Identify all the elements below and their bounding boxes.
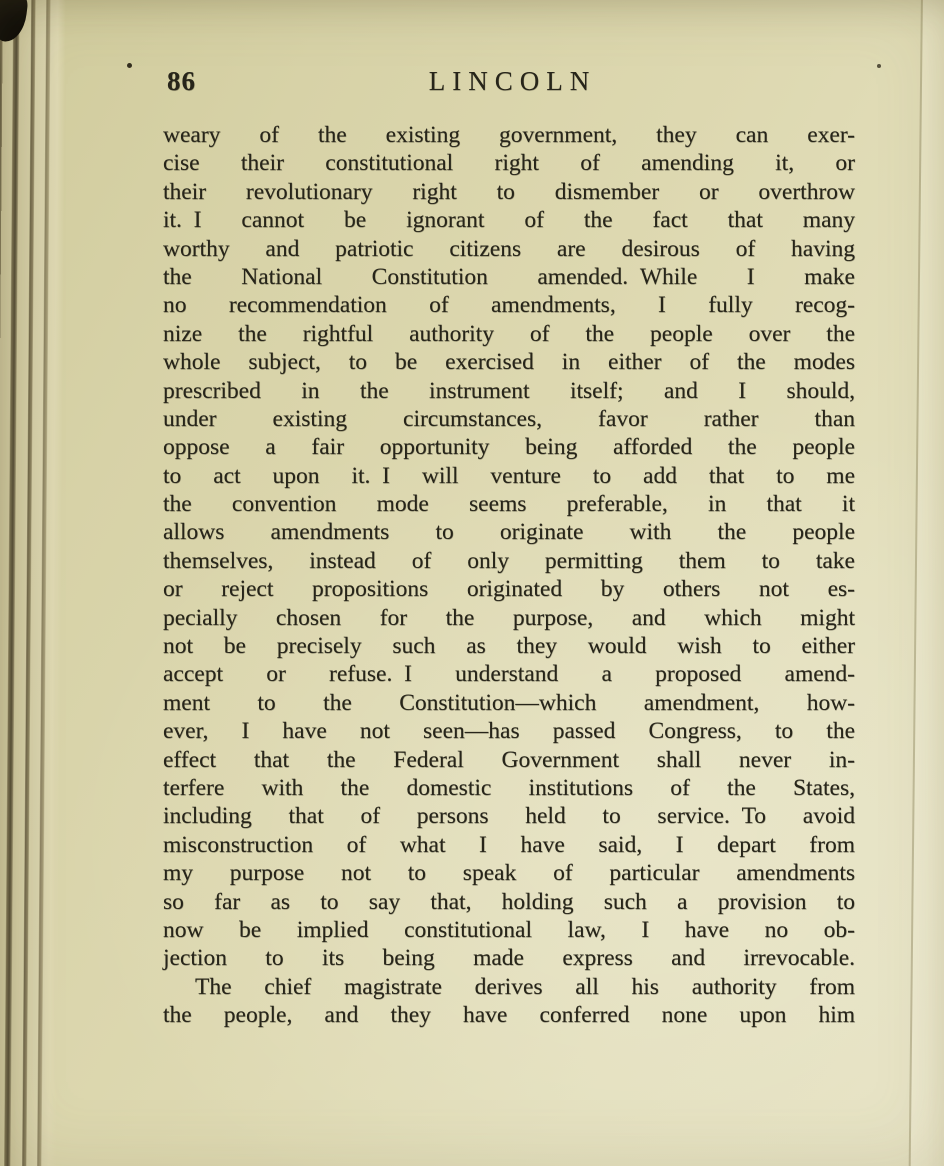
text-line: it. I cannot be ignorant of the fact that many xyxy=(163,207,855,234)
text-line: weary of the existing government, they can exer- xyxy=(163,122,855,148)
text-line: the people, and they have conferred none upon him xyxy=(163,1002,855,1029)
text-line: pecially chosen for the purpose, and which might xyxy=(163,604,855,631)
text-line: terfere with the domestic institutions of the States, xyxy=(163,774,855,801)
text-line: nize the rightful authority of the people over the xyxy=(163,320,855,347)
text-line: allows amendments to originate with the people xyxy=(163,519,855,546)
text-line: cise their constitutional right of amending it, or xyxy=(163,150,855,177)
text-line: ment to the Constitution—which amendment, how- xyxy=(163,689,855,716)
text-line: oppose a fair opportunity being afforded the people xyxy=(163,434,855,461)
text-line: whole subject, to be exercised in either of the modes xyxy=(163,349,855,376)
text-line: not be precisely such as they would wish to either xyxy=(163,633,855,660)
text-line: no recommendation of amendments, I fully recog- xyxy=(163,292,855,319)
text-line: The chief magistrate derives all his authority from xyxy=(195,973,855,1000)
text-line: ever, I have not seen—has passed Congress, to the xyxy=(163,718,855,745)
ink-speck xyxy=(127,63,132,68)
text-line: the National Constitution amended. While I make xyxy=(163,263,855,290)
running-head xyxy=(163,64,855,100)
text-line: worthy and patriotic citizens are desirous of having xyxy=(163,235,855,262)
text-line: their revolutionary right to dismember or overthrow xyxy=(163,178,855,205)
text-line: now be implied constitutional law, I have no ob- xyxy=(163,916,855,943)
text-line: so far as to say that, holding such a provision to xyxy=(163,888,855,915)
text-line: themselves, instead of only permitting them to take xyxy=(163,547,855,574)
text-line: to act upon it. I will venture to add that to me xyxy=(163,462,855,489)
text-line: under existing circumstances, favor rather than xyxy=(163,405,855,432)
text-line: jection to its being made express and irrevocable. xyxy=(163,945,855,972)
text-line: my purpose not to speak of particular amendments xyxy=(163,860,855,887)
text-line: misconstruction of what I have said, I depart from xyxy=(163,831,855,858)
page-number: 86 xyxy=(167,66,196,96)
text-line: prescribed in the instrument itself; and I should, xyxy=(163,377,855,404)
page-crease xyxy=(909,0,944,1166)
text-line: including that of persons held to service. To avoid xyxy=(163,803,855,830)
text-line: effect that the Federal Government shall never in- xyxy=(163,746,855,773)
page-title: LINCOLN xyxy=(428,66,597,96)
book-page-edges xyxy=(0,0,66,1166)
text-line: accept or refuse. I understand a proposed amend- xyxy=(163,661,855,688)
text-line: or reject propositions originated by others not es- xyxy=(163,576,855,603)
text-block xyxy=(163,121,855,1030)
ink-speck xyxy=(877,64,881,68)
text-line: the convention mode seems preferable, in that it xyxy=(163,491,855,518)
